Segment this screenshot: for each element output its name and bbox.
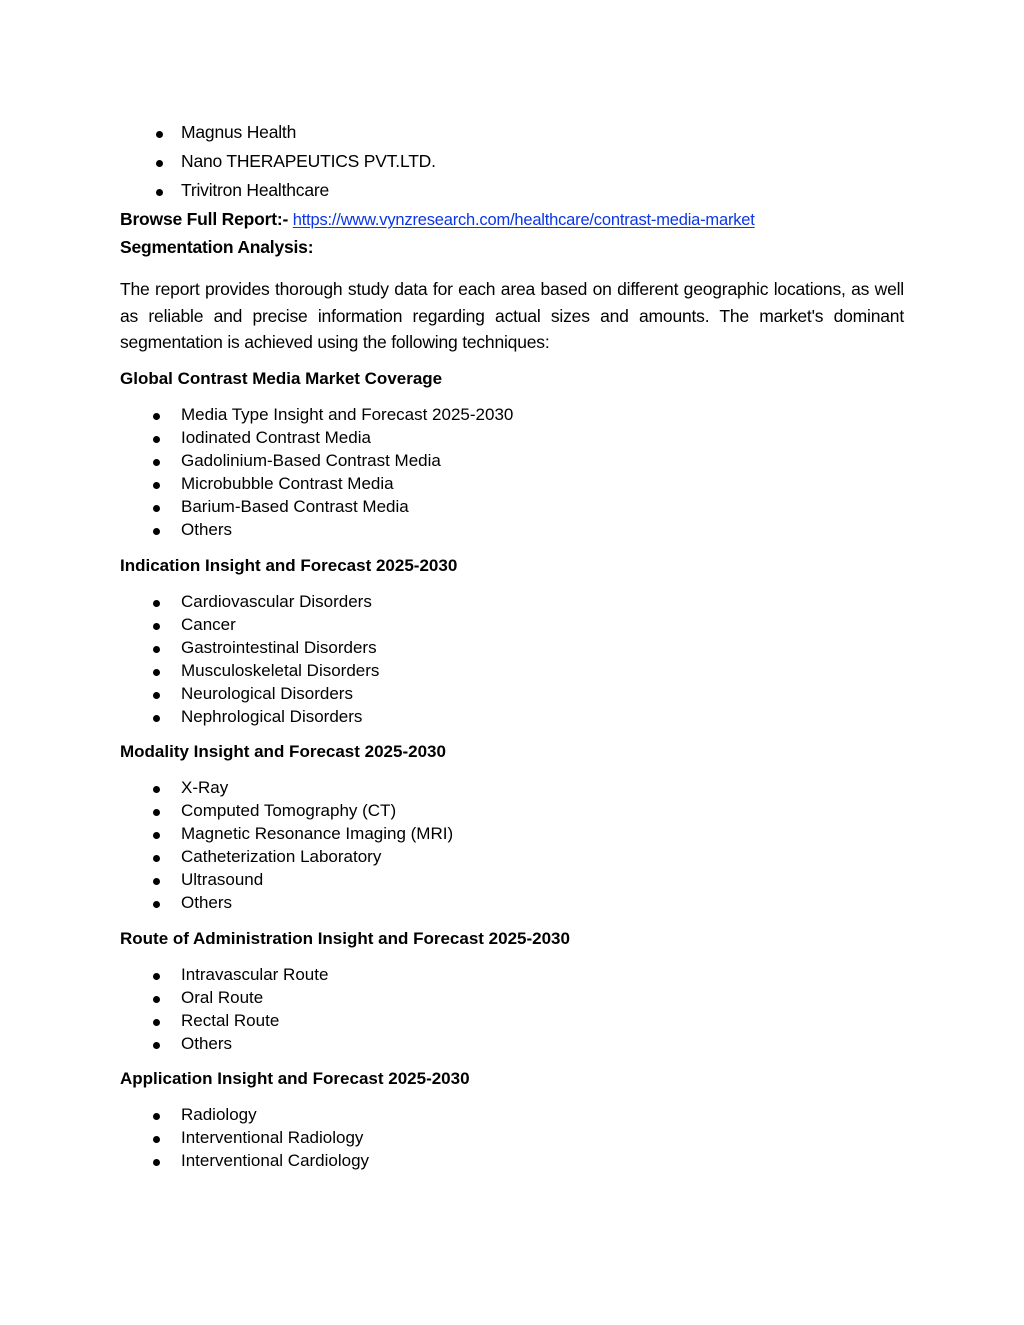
list-item: Ultrasound (181, 870, 264, 889)
list-item: Radiology (181, 1105, 257, 1124)
list-item: Nano THERAPEUTICS PVT.LTD. (181, 151, 436, 171)
section-heading: Application Insight and Forecast 2025-2030 (120, 1069, 470, 1088)
bullet-icon (153, 1159, 160, 1166)
list-item: Cancer (181, 615, 236, 634)
list-item: Magnus Health (181, 122, 297, 142)
list-item: Cardiovascular Disorders (181, 592, 372, 611)
list-item: Computed Tomography (CT) (181, 801, 397, 820)
bullet-icon (153, 528, 160, 535)
bullet-icon (153, 901, 160, 908)
list-item: Media Type Insight and Forecast 2025-2030 (181, 405, 514, 424)
bullet-icon (156, 189, 163, 196)
bullet-icon (153, 715, 160, 722)
bullet-icon (153, 1019, 160, 1026)
bullet-icon (153, 436, 160, 443)
bullet-icon (153, 646, 160, 653)
list-item: Barium-Based Contrast Media (181, 497, 409, 516)
list-item: Rectal Route (181, 1011, 280, 1030)
bullet-icon (153, 1136, 160, 1143)
bullet-icon (153, 1113, 160, 1120)
report-link[interactable]: https://www.vynzresearch.com/healthcare/contrast-media-market (292, 211, 755, 229)
list-item: Oral Route (181, 988, 264, 1007)
bullet-icon (153, 600, 160, 607)
bullet-icon (153, 855, 160, 862)
bullet-icon (153, 505, 160, 512)
list-item: Intravascular Route (181, 965, 329, 984)
bullet-icon (153, 809, 160, 816)
section-heading: Indication Insight and Forecast 2025-2030 (120, 556, 458, 575)
bullet-icon (153, 786, 160, 793)
list-item: Trivitron Healthcare (181, 180, 330, 200)
list-item: Neurological Disorders (181, 684, 353, 703)
list-item: Microbubble Contrast Media (181, 474, 394, 493)
intro-paragraph: The report provides thorough study data for each area based on different geographic locations, as well as reliable and precise information regarding actual sizes and amounts. The market's dominant segmentation is achieved using the following techniques: (120, 279, 904, 352)
list-item: Interventional Cardiology (181, 1151, 370, 1170)
list-item: Gadolinium-Based Contrast Media (181, 451, 441, 470)
list-item: Magnetic Resonance Imaging (MRI) (181, 824, 454, 843)
segmentation-heading: Segmentation Analysis: (120, 237, 314, 257)
bullet-icon (153, 459, 160, 466)
list-item: Iodinated Contrast Media (181, 428, 371, 447)
list-item: Interventional Radiology (181, 1128, 364, 1147)
list-item: Gastrointestinal Disorders (181, 638, 377, 657)
bullet-icon (153, 973, 160, 980)
bullet-icon (156, 131, 163, 138)
section-heading: Route of Administration Insight and Forecast 2025-2030 (120, 929, 570, 948)
list-item: X-Ray (181, 778, 229, 797)
list-item: Nephrological Disorders (181, 707, 363, 726)
list-item: Musculoskeletal Disorders (181, 661, 380, 680)
bullet-icon (153, 669, 160, 676)
section-heading: Global Contrast Media Market Coverage (120, 369, 443, 388)
list-item: Catheterization Laboratory (181, 847, 382, 866)
bullet-icon (153, 692, 160, 699)
bullet-icon (153, 832, 160, 839)
list-item: Others (181, 1034, 233, 1053)
bullet-icon (156, 160, 163, 167)
list-item: Others (181, 520, 233, 539)
bullet-icon (153, 413, 160, 420)
bullet-icon (153, 482, 160, 489)
bullet-icon (153, 1042, 160, 1049)
bullet-icon (153, 878, 160, 885)
list-item: Others (181, 893, 233, 912)
browse-label: Browse Full Report:- (120, 209, 289, 229)
section-heading: Modality Insight and Forecast 2025-2030 (120, 742, 446, 761)
browse-line (120, 209, 755, 230)
bullet-icon (153, 996, 160, 1003)
bullet-icon (153, 623, 160, 630)
